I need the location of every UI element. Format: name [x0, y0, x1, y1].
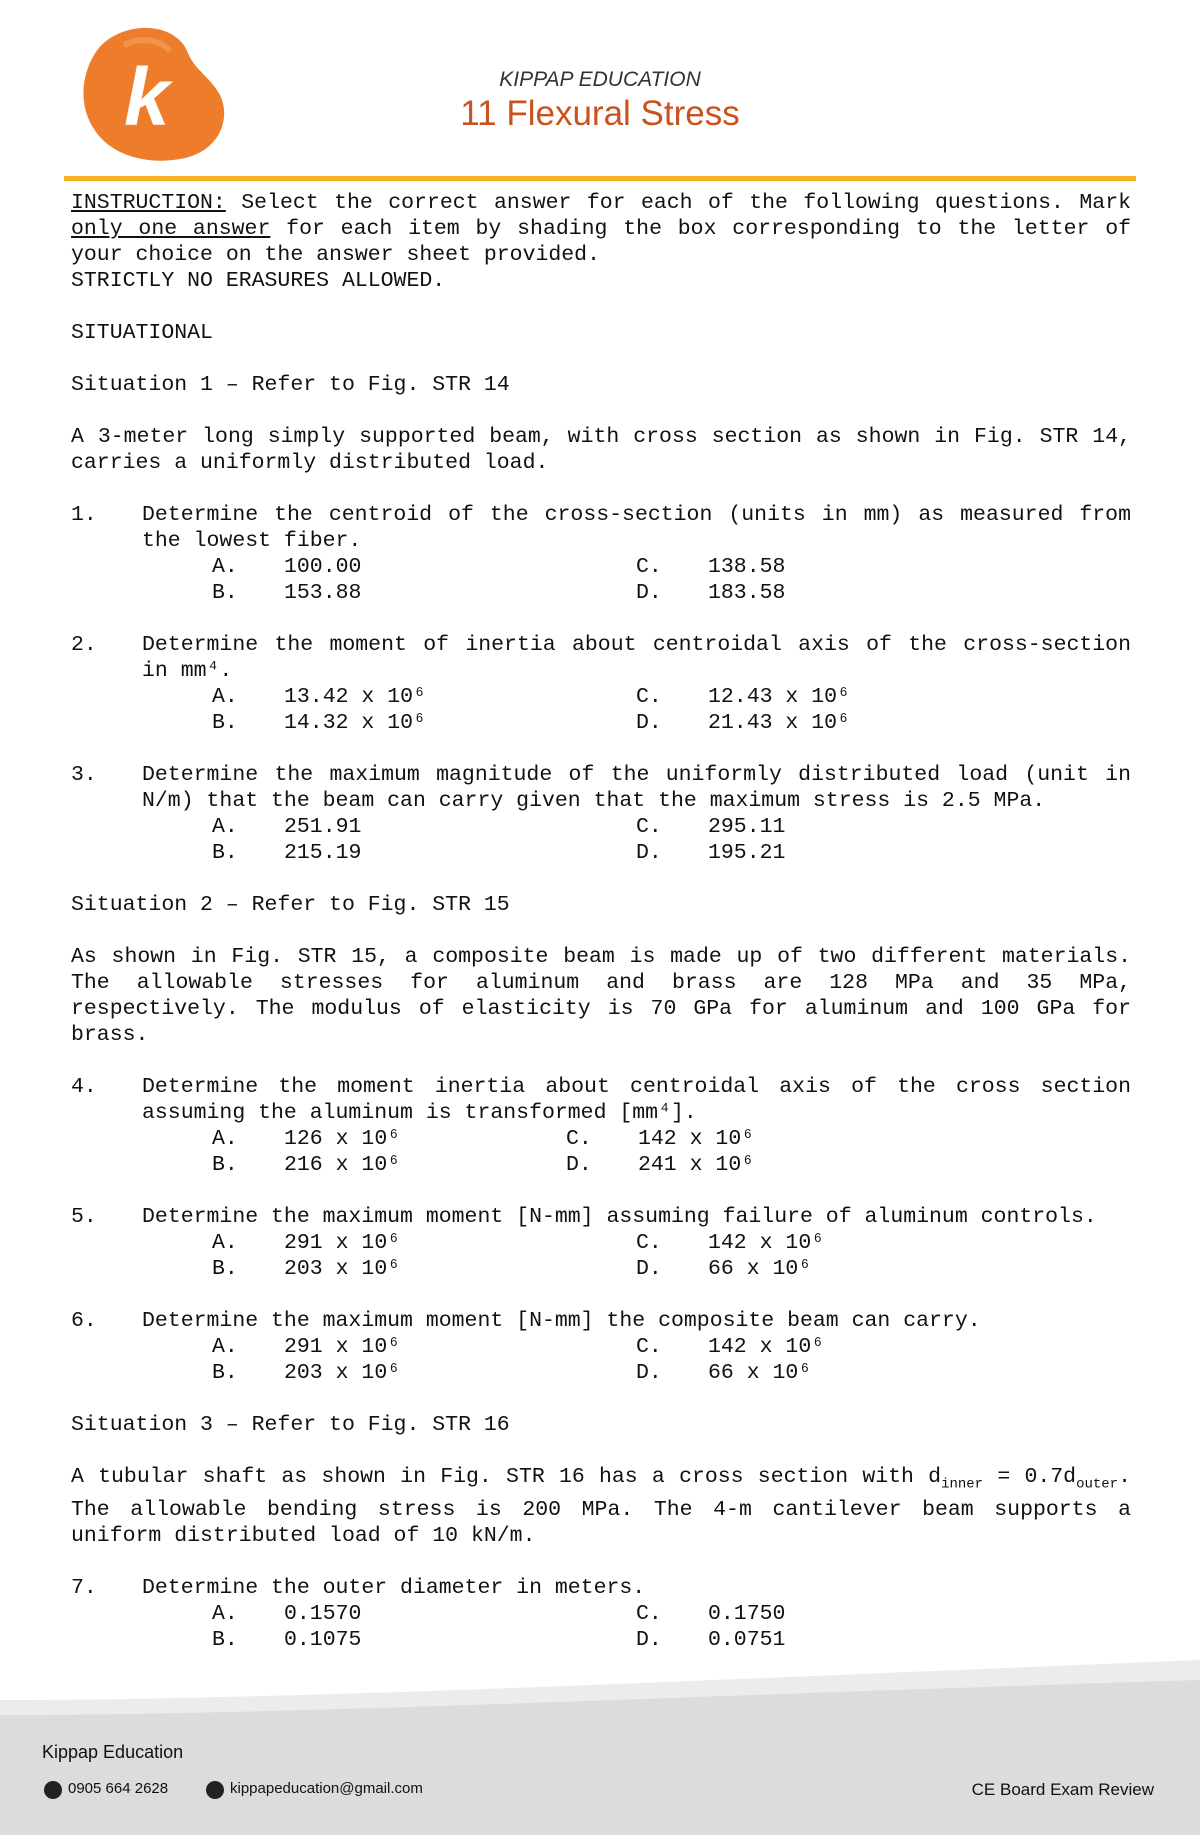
- instruction-text-1: Select the correct answer for each of the following questions. Mark: [225, 191, 1131, 215]
- footer-phone: 0905 664 2628: [68, 1780, 169, 1797]
- organization-name: KIPPAP EDUCATION: [499, 68, 701, 91]
- choice-value: 291 x 10⁶: [284, 1231, 401, 1255]
- choice-value: 203 x 10⁶: [284, 1361, 401, 1385]
- choice-letter: B.: [212, 841, 238, 865]
- page-title: [380, 94, 820, 134]
- choice-letter: B.: [212, 581, 238, 605]
- phone-icon: [44, 1781, 62, 1799]
- instruction-label: INSTRUCTION:: [71, 191, 226, 215]
- choice-letter: B.: [212, 711, 238, 735]
- answer-choices: [212, 1334, 1131, 1386]
- choice-letter: D.: [636, 1628, 662, 1653]
- question-number: 1.: [71, 503, 97, 527]
- question-text: Determine the maximum moment [N-mm] assuming failure of aluminum controls.: [142, 1205, 1097, 1229]
- answer-choices: [212, 684, 1131, 736]
- question-text: Determine the moment inertia about centroidal axis of the cross section assuming the aluminum is transformed [mm⁴].: [142, 1075, 1131, 1125]
- situation-heading: Situation 2 – Refer to Fig. STR 15: [71, 893, 510, 917]
- choice-letter: C.: [636, 815, 662, 839]
- choice-value: 66 x 10⁶: [708, 1361, 812, 1385]
- choice-value: 0.1750: [708, 1602, 786, 1627]
- situation-description: [71, 1464, 1131, 1549]
- choice-value: 0.1570: [284, 1602, 362, 1627]
- choice-letter: D.: [636, 841, 662, 865]
- instruction-text-2: for each item by shading the box corresponding to the letter of your choice on the answer sheet provided.: [71, 217, 1131, 267]
- choice-letter: C.: [636, 1602, 662, 1627]
- choice-letter: C.: [636, 685, 662, 709]
- choice-value: 183.58: [708, 581, 786, 605]
- choice-letter: A.: [212, 815, 238, 839]
- question-text: Determine the centroid of the cross-section (units in mm) as measured from the lowest fiber.: [142, 503, 1131, 553]
- footer-review-label: CE Board Exam Review: [971, 1780, 1154, 1799]
- question-number: 2.: [71, 633, 97, 657]
- choice-value: 295.11: [708, 815, 786, 839]
- choice-value: 138.58: [708, 555, 786, 579]
- choice-letter: D.: [636, 1257, 662, 1281]
- choice-letter: B.: [212, 1257, 238, 1281]
- situation-description: As shown in Fig. STR 15, a composite beam is made up of two different materials. The allowable stresses for aluminum and brass are 128 MPa and 35 MPa, respectively. The modulus of elasticity is 70 GPa for aluminum and 100 GPa for brass.: [71, 945, 1131, 1047]
- question-item: [71, 1308, 1131, 1386]
- question-number: 6.: [71, 1309, 97, 1333]
- choice-letter: A.: [212, 1127, 238, 1151]
- choice-letter: D.: [566, 1153, 592, 1177]
- choice-letter: A.: [212, 1602, 238, 1627]
- answer-choices: [212, 1601, 1131, 1653]
- question-text: Determine the maximum magnitude of the uniformly distributed load (unit in N/m) that the beam can carry given that the maximum stress is 2.5 MPa.: [142, 763, 1131, 813]
- choice-value: 21.43 x 10⁶: [708, 711, 850, 735]
- choice-letter: B.: [212, 1361, 238, 1385]
- choice-value: 13.42 x 10⁶: [284, 685, 426, 709]
- choice-letter: A.: [212, 555, 238, 579]
- section-label: SITUATIONAL: [71, 321, 213, 345]
- answer-choices: [212, 1126, 1131, 1178]
- choice-value: 195.21: [708, 841, 786, 865]
- question-number: 5.: [71, 1205, 97, 1229]
- question-item: [71, 502, 1131, 606]
- question-number: 7.: [71, 1576, 97, 1601]
- choice-letter: B.: [212, 1153, 238, 1177]
- logo-letter: k: [124, 52, 170, 143]
- description-text: = 0.7d: [983, 1465, 1077, 1489]
- choice-value: 142 x 10⁶: [708, 1335, 825, 1359]
- choice-value: 142 x 10⁶: [638, 1127, 755, 1151]
- subscript-inner: inner: [941, 1476, 984, 1493]
- answer-choices: [212, 1230, 1131, 1282]
- description-text: A tubular shaft as shown in Fig. STR 16 has a cross section with d: [71, 1465, 942, 1489]
- exam-content: [71, 190, 1131, 1679]
- choice-value: 251.91: [284, 815, 362, 839]
- answer-choices: [212, 814, 1131, 866]
- title-text: Flexural Stress: [506, 94, 740, 133]
- choice-letter: B.: [212, 1628, 238, 1653]
- question-item: [71, 1575, 1131, 1653]
- title-number: 11: [460, 94, 497, 133]
- strict-notice: STRICTLY NO ERASURES ALLOWED.: [71, 269, 446, 293]
- choice-letter: A.: [212, 685, 238, 709]
- situation-description: A 3-meter long simply supported beam, with cross section as shown in Fig. STR 14, carries a uniformly distributed load.: [71, 425, 1131, 475]
- choice-value: 153.88: [284, 581, 362, 605]
- question-text: Determine the moment of inertia about centroidal axis of the cross-section in mm⁴.: [142, 633, 1131, 683]
- choice-letter: A.: [212, 1231, 238, 1255]
- choice-letter: C.: [636, 1335, 662, 1359]
- choice-letter: D.: [636, 711, 662, 735]
- choice-value: 203 x 10⁶: [284, 1257, 401, 1281]
- question-text: Determine the maximum moment [N-mm] the composite beam can carry.: [142, 1309, 981, 1333]
- header-divider: [64, 176, 1136, 181]
- question-item: [71, 1204, 1131, 1282]
- question-number: 3.: [71, 763, 97, 787]
- question-item: [71, 1074, 1131, 1178]
- question-text: Determine the outer diameter in meters.: [142, 1576, 646, 1601]
- question-item: [71, 632, 1131, 736]
- description-text: . The allowable bending stress is 200 MPa. The 4-m cantilever beam supports a uniform distributed load of 10 kN/m.: [71, 1465, 1131, 1549]
- choice-value: 216 x 10⁶: [284, 1153, 401, 1177]
- choice-value: 142 x 10⁶: [708, 1231, 825, 1255]
- kippap-logo: [80, 25, 230, 165]
- choice-value: 0.0751: [708, 1628, 786, 1653]
- choice-letter: D.: [636, 581, 662, 605]
- situation-heading: Situation 1 – Refer to Fig. STR 14: [71, 373, 510, 397]
- choice-letter: C.: [636, 555, 662, 579]
- choice-value: 66 x 10⁶: [708, 1257, 812, 1281]
- choice-letter: D.: [636, 1361, 662, 1385]
- question-number: 4.: [71, 1075, 97, 1099]
- instruction-paragraph: [71, 190, 1131, 268]
- choice-value: 100.00: [284, 555, 362, 579]
- answer-choices: [212, 554, 1131, 606]
- choice-value: 291 x 10⁶: [284, 1335, 401, 1359]
- choice-letter: C.: [636, 1231, 662, 1255]
- email-icon: [206, 1781, 224, 1799]
- choice-value: 14.32 x 10⁶: [284, 711, 426, 735]
- footer-organization: Kippap Education: [42, 1742, 184, 1762]
- choice-value: 215.19: [284, 841, 362, 865]
- choice-letter: A.: [212, 1335, 238, 1359]
- instruction-emphasis: only one answer: [71, 217, 271, 241]
- footer-email[interactable]: kippapeducation@gmail.com: [230, 1780, 423, 1797]
- choice-value: 126 x 10⁶: [284, 1127, 401, 1151]
- choice-value: 241 x 10⁶: [638, 1153, 755, 1177]
- choice-letter: C.: [566, 1127, 592, 1151]
- situation-heading: Situation 3 – Refer to Fig. STR 16: [71, 1413, 510, 1437]
- subscript-outer: outer: [1076, 1476, 1119, 1493]
- page-header: [0, 0, 1200, 190]
- choice-value: 0.1075: [284, 1628, 362, 1653]
- question-item: [71, 762, 1131, 866]
- choice-value: 12.43 x 10⁶: [708, 685, 850, 709]
